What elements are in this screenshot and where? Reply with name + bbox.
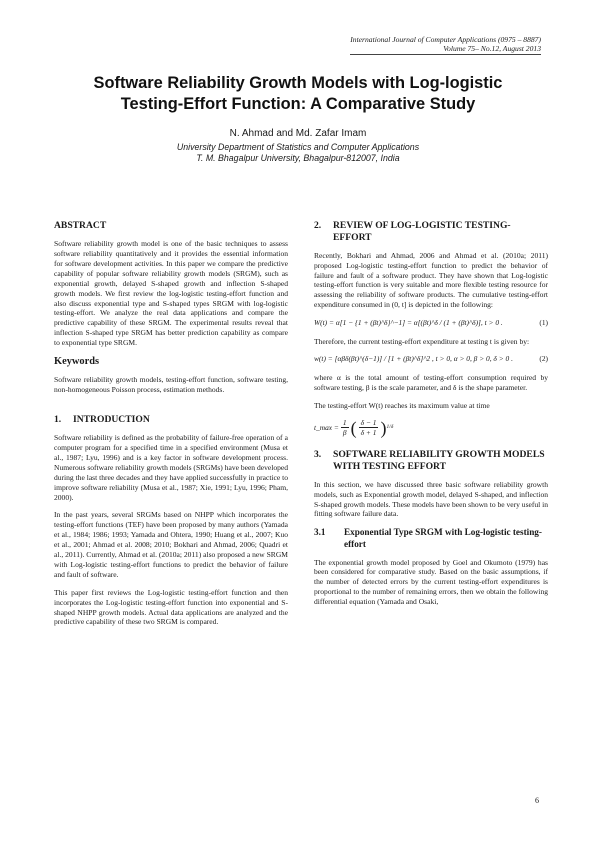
- abstract-heading: ABSTRACT: [54, 220, 107, 231]
- tmax-fraction-2: $\frac{\delta - 1}{\delta + 1}$: [360, 418, 377, 438]
- left-column: [54, 220, 288, 635]
- section-2-paragraph-3: where α is the total amount of testing-effort consumption required by software testing, β is the scale parameter, and δ is the shape parameter.: [314, 373, 548, 393]
- section-3-1-heading: [314, 527, 548, 551]
- section-3-1-title: Exponential Type SRGM with Log-logistic testing-effort: [344, 526, 542, 549]
- left-paren: (: [350, 417, 357, 438]
- equation-1-label: (1): [539, 317, 548, 327]
- section-2-number: 2.: [314, 220, 322, 231]
- tmax-fraction-1: $\frac{1}{\beta}$: [342, 418, 347, 438]
- equation-1: [314, 318, 548, 328]
- equation-2: [314, 354, 548, 364]
- section-2-paragraph-2: Therefore, the current testing-effort expenditure at testing t is given by:: [314, 336, 530, 346]
- tmax-exponent: 1/δ: [386, 423, 394, 430]
- intro-title: INTRODUCTION: [73, 414, 150, 426]
- title-line-1: Software Reliability Growth Models with Log-logistic: [93, 74, 503, 92]
- right-column: [314, 220, 548, 615]
- section-2-paragraph-4: The testing-effort W(t) reaches its maximum value at time: [314, 400, 490, 410]
- keywords-heading: Keywords: [54, 355, 100, 367]
- intro-number: 1.: [54, 414, 62, 426]
- journal-volume: Volume 75– No.12, August 2013: [350, 44, 541, 54]
- section-2-title: REVIEW OF LOG-LOGISTIC TESTING-EFFORT: [333, 220, 511, 243]
- section-3-1-number: 3.1: [314, 526, 326, 537]
- affiliation: [48, 142, 548, 163]
- intro-paragraph-2: In the past years, several SRGMs based on NHPP which incorporates the testing-effort functions (TEF) have been proposed by many authors (Yamada et al., 1984; 1986; 1993; Yamada and Ohtera, 1990; Huang et al., 2007; Kuo et al., 2001; Ahmad et al. 2008; 2010; Bokhari and Ahmad, 2006; Quadri et al., 2011). Currently, Ahmad et al. (2010a; 2011) also proposed a new SRGM with Log-logistic testing-effort functions to predict the behavior of failure and fault of software.: [54, 510, 288, 580]
- section-2-paragraph-1: Recently, Bokhari and Ahmad, 2006 and Ahmad et al. (2010a; 2011) proposed Log-logistic testing-effort function to predict the behavior of failure and fault of a software product. They have shown that Log-logistic testing-effort function is very suitable and more flexible testing resource for assessing the reliability of software products. The cumulative testing-effort expenditure consumed in (0, t] is depicted in the following:: [314, 250, 548, 310]
- equation-2-body: w(t) = [αβδ(βt)^(δ−1)] / [1 + (βt)^δ]^2 , t > 0, α > 0, β > 0, δ > 0 .: [314, 354, 513, 364]
- equation-tmax: [314, 418, 548, 437]
- equation-1-body: W(t) = α[1 − {1 + (βt)^δ}^−1] = α[(βt)^δ / (1 + (βt)^δ)], t > 0 .: [314, 317, 503, 327]
- abstract-text: Software reliability growth model is one of the basic techniques to assess software reliability quantitatively and it provides the essential information for software development activities. In this paper we compare the predictive capability of popular software reliability growth models (SRGM), such as exponential growth, delayed S-shaped growth and inflection S-shaped growth models. We first review the log-logistic testing-effort function and also discuss exponential type and S-shaped types SRGM with log-logistic testing-effort. We analyze the real data applications and compare the predictive capability of these SRGM. The experimental results reveal that inflection S-shaped type SRGM has better prediction capability as compare to exponential type SRGM.: [54, 238, 288, 348]
- intro-paragraph-1: Software reliability is defined as the probability of failure-free operation of a computer program for a specified time in a specified environment (Musa et al., 1987; Lyu, 1996) and is a key factor in software development process. Numerous software reliability growth models (SRGMs) have been developed during the last three decades and they have applied successfully in practice to improve software reliability (Musa et al., 1987; Xie, 1991; Lyu, 1996; Pham, 2000).: [54, 433, 288, 502]
- section-3-1-paragraph-1: The exponential growth model proposed by Goel and Okumoto (1979) has been considered for comparative study. Based on the basic assumptions, if the number of detected errors by the current testing-effort expenditures is proportional to the number of remaining errors, then we obtain the following differential equation (Yamada and Osaki,: [314, 557, 548, 607]
- section-3-number: 3.: [314, 449, 322, 461]
- affiliation-line-2: T. M. Bhagalpur University, Bhagalpur-812007, India: [196, 152, 400, 163]
- keywords-text: Software reliability growth models, testing-effort function, software testing, non-homogeneous Poisson process, estimation methods.: [54, 374, 288, 394]
- intro-heading: [54, 414, 288, 426]
- authors: N. Ahmad and Md. Zafar Imam: [229, 128, 367, 139]
- section-3-title: SOFTWARE RELIABILITY GROWTH MODELS WITH TESTING EFFORT: [333, 449, 545, 472]
- affiliation-line-1: University Department of Statistics and Computer Applications: [176, 142, 420, 152]
- title-line-2: Testing-Effort Function: A Comparative Study: [120, 95, 476, 113]
- journal-name: International Journal of Computer Applications (0975 – 8887): [350, 35, 541, 44]
- paper-title: [48, 73, 548, 115]
- section-2-heading: [314, 220, 548, 244]
- section-3-heading: [314, 449, 548, 473]
- journal-header: [350, 35, 541, 55]
- right-paren: ): [380, 417, 387, 438]
- tmax-lhs: t_max =: [314, 422, 339, 432]
- equation-2-label: (2): [539, 354, 548, 364]
- page-number: 6: [535, 796, 539, 805]
- intro-paragraph-3: This paper first reviews the Log-logistic testing-effort function and then incorporates the Log-logistic testing-effort function into exponential and S-shaped NHPP growth models. Actual data applications are analyzed and the predictive capability of these two SRGM is compared.: [54, 587, 288, 627]
- section-3-paragraph-1: In this section, we have discussed three basic software reliability growth models, such as Exponential growth model, delayed S-shaped, and inflection S-shaped growth models. These models have been shown to be very useful in fitting software failure data.: [314, 479, 548, 519]
